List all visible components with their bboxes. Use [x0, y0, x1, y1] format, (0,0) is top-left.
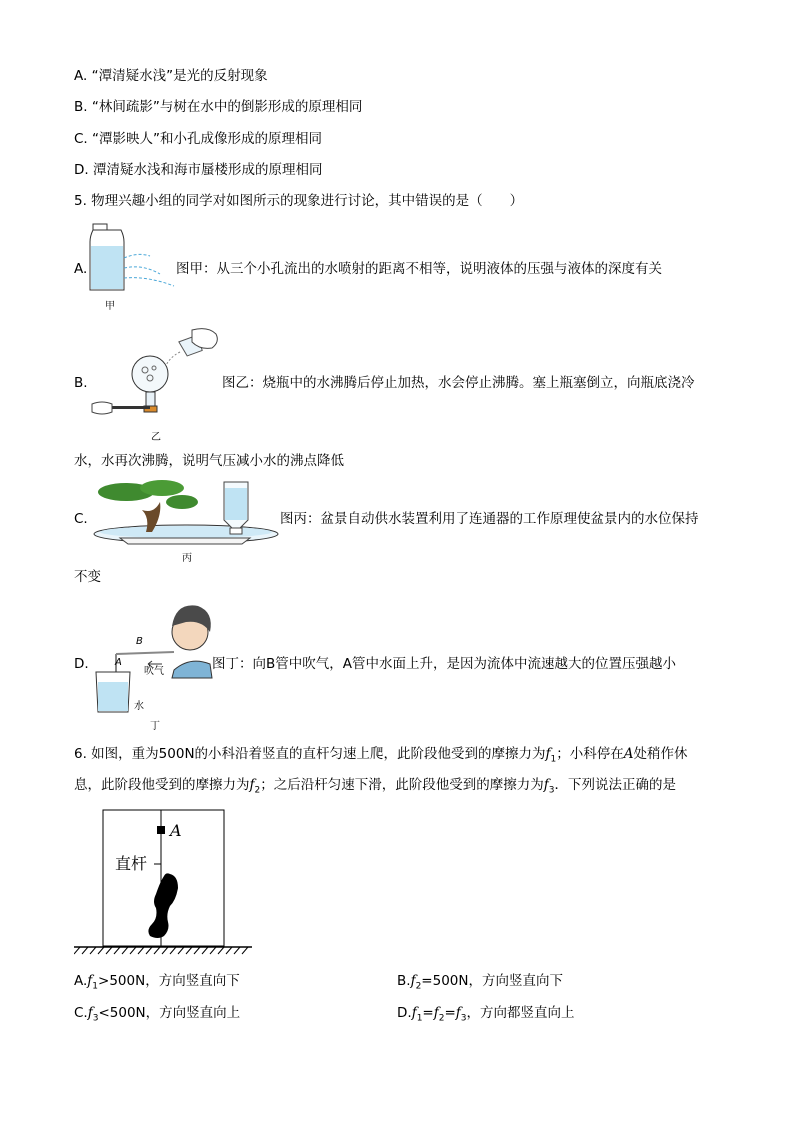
- q5-option-b-text-cont: 水，水再次沸腾，说明气压减小水的沸点降低: [74, 453, 344, 469]
- q6-option-d: $D.f_1=f_2=f_3$，方向都竖直向上: [397, 1005, 575, 1024]
- figure-climbing-rod: [74, 804, 254, 960]
- q5-option-c-text-cont: 不变: [74, 569, 101, 585]
- figure-jia-label: 甲: [105, 301, 115, 312]
- figure-yi-flask: [88, 320, 226, 426]
- figure-ding-blowing: [90, 598, 216, 718]
- q4-option-a: A. “潭清疑水浅”是光的反射现象: [74, 68, 268, 84]
- q5-option-c-letter: C.: [74, 511, 88, 527]
- figure-yi-label: 乙: [151, 432, 161, 443]
- q5-stem: 5. 物理兴趣小组的同学对如图所示的现象进行讨论，其中错误的是（ ）: [74, 193, 524, 209]
- q6-option-c: $C.f_3<500N$，方向竖直向上: [74, 1005, 241, 1024]
- figure-ding-label-blow: 吹气: [144, 666, 164, 677]
- q6-option-a: $A.f_1>500N$，方向竖直向下: [74, 973, 240, 992]
- figure-rod-label: 直杆: [115, 854, 148, 873]
- q5-option-d-letter: D.: [74, 656, 89, 672]
- q5-option-d-text: 图丁：向B管中吹气，A管中水面上升，是因为流体中流速越大的位置压强越小: [212, 656, 676, 672]
- figure-bing-label: 丙: [182, 553, 192, 564]
- figure-jia-bottle: [88, 222, 180, 292]
- figure-point-a-label: A: [170, 821, 182, 840]
- figure-ding-label-a: A: [115, 657, 122, 668]
- q6-stem-line1: 6. 如图，重为500N的小科沿着竖直的直杆匀速上爬，此阶段他受到的摩擦力为$f_1$；小科停在A处稍作休: [74, 746, 688, 765]
- q6-option-b: $B.f_2=500N$，方向竖直向下: [397, 973, 563, 992]
- q4-option-b: B. “林间疏影”与树在水中的倒影形成的原理相同: [74, 99, 363, 115]
- figure-bing-bonsai: [90, 476, 286, 550]
- figure-ding-label: 丁: [150, 721, 160, 732]
- figure-ding-label-water: 水: [134, 701, 144, 712]
- q6-stem-line2: 息，此阶段他受到的摩擦力为$f_2$；之后沿杆匀速下滑，此阶段他受到的摩擦力为$f_3$．下列说法正确的是: [74, 777, 676, 796]
- q4-option-d: D. 潭清疑水浅和海市蜃楼形成的原理相同: [74, 162, 323, 178]
- q5-option-b-text: 图乙：烧瓶中的水沸腾后停止加热，水会停止沸腾。塞上瓶塞倒立，向瓶底浇冷: [222, 375, 695, 391]
- q4-option-c: C. “潭影映人”和小孔成像形成的原理相同: [74, 131, 322, 147]
- figure-ding-label-b: B: [136, 636, 143, 647]
- q5-option-a-letter: A.: [74, 261, 88, 277]
- q5-option-a-text: 图甲：从三个小孔流出的水喷射的距离不相等，说明液体的压强与液体的深度有关: [176, 261, 662, 277]
- q5-option-c-text: 图丙：盆景自动供水装置利用了连通器的工作原理使盆景内的水位保持: [280, 511, 699, 527]
- q5-option-b-letter: B.: [74, 375, 88, 391]
